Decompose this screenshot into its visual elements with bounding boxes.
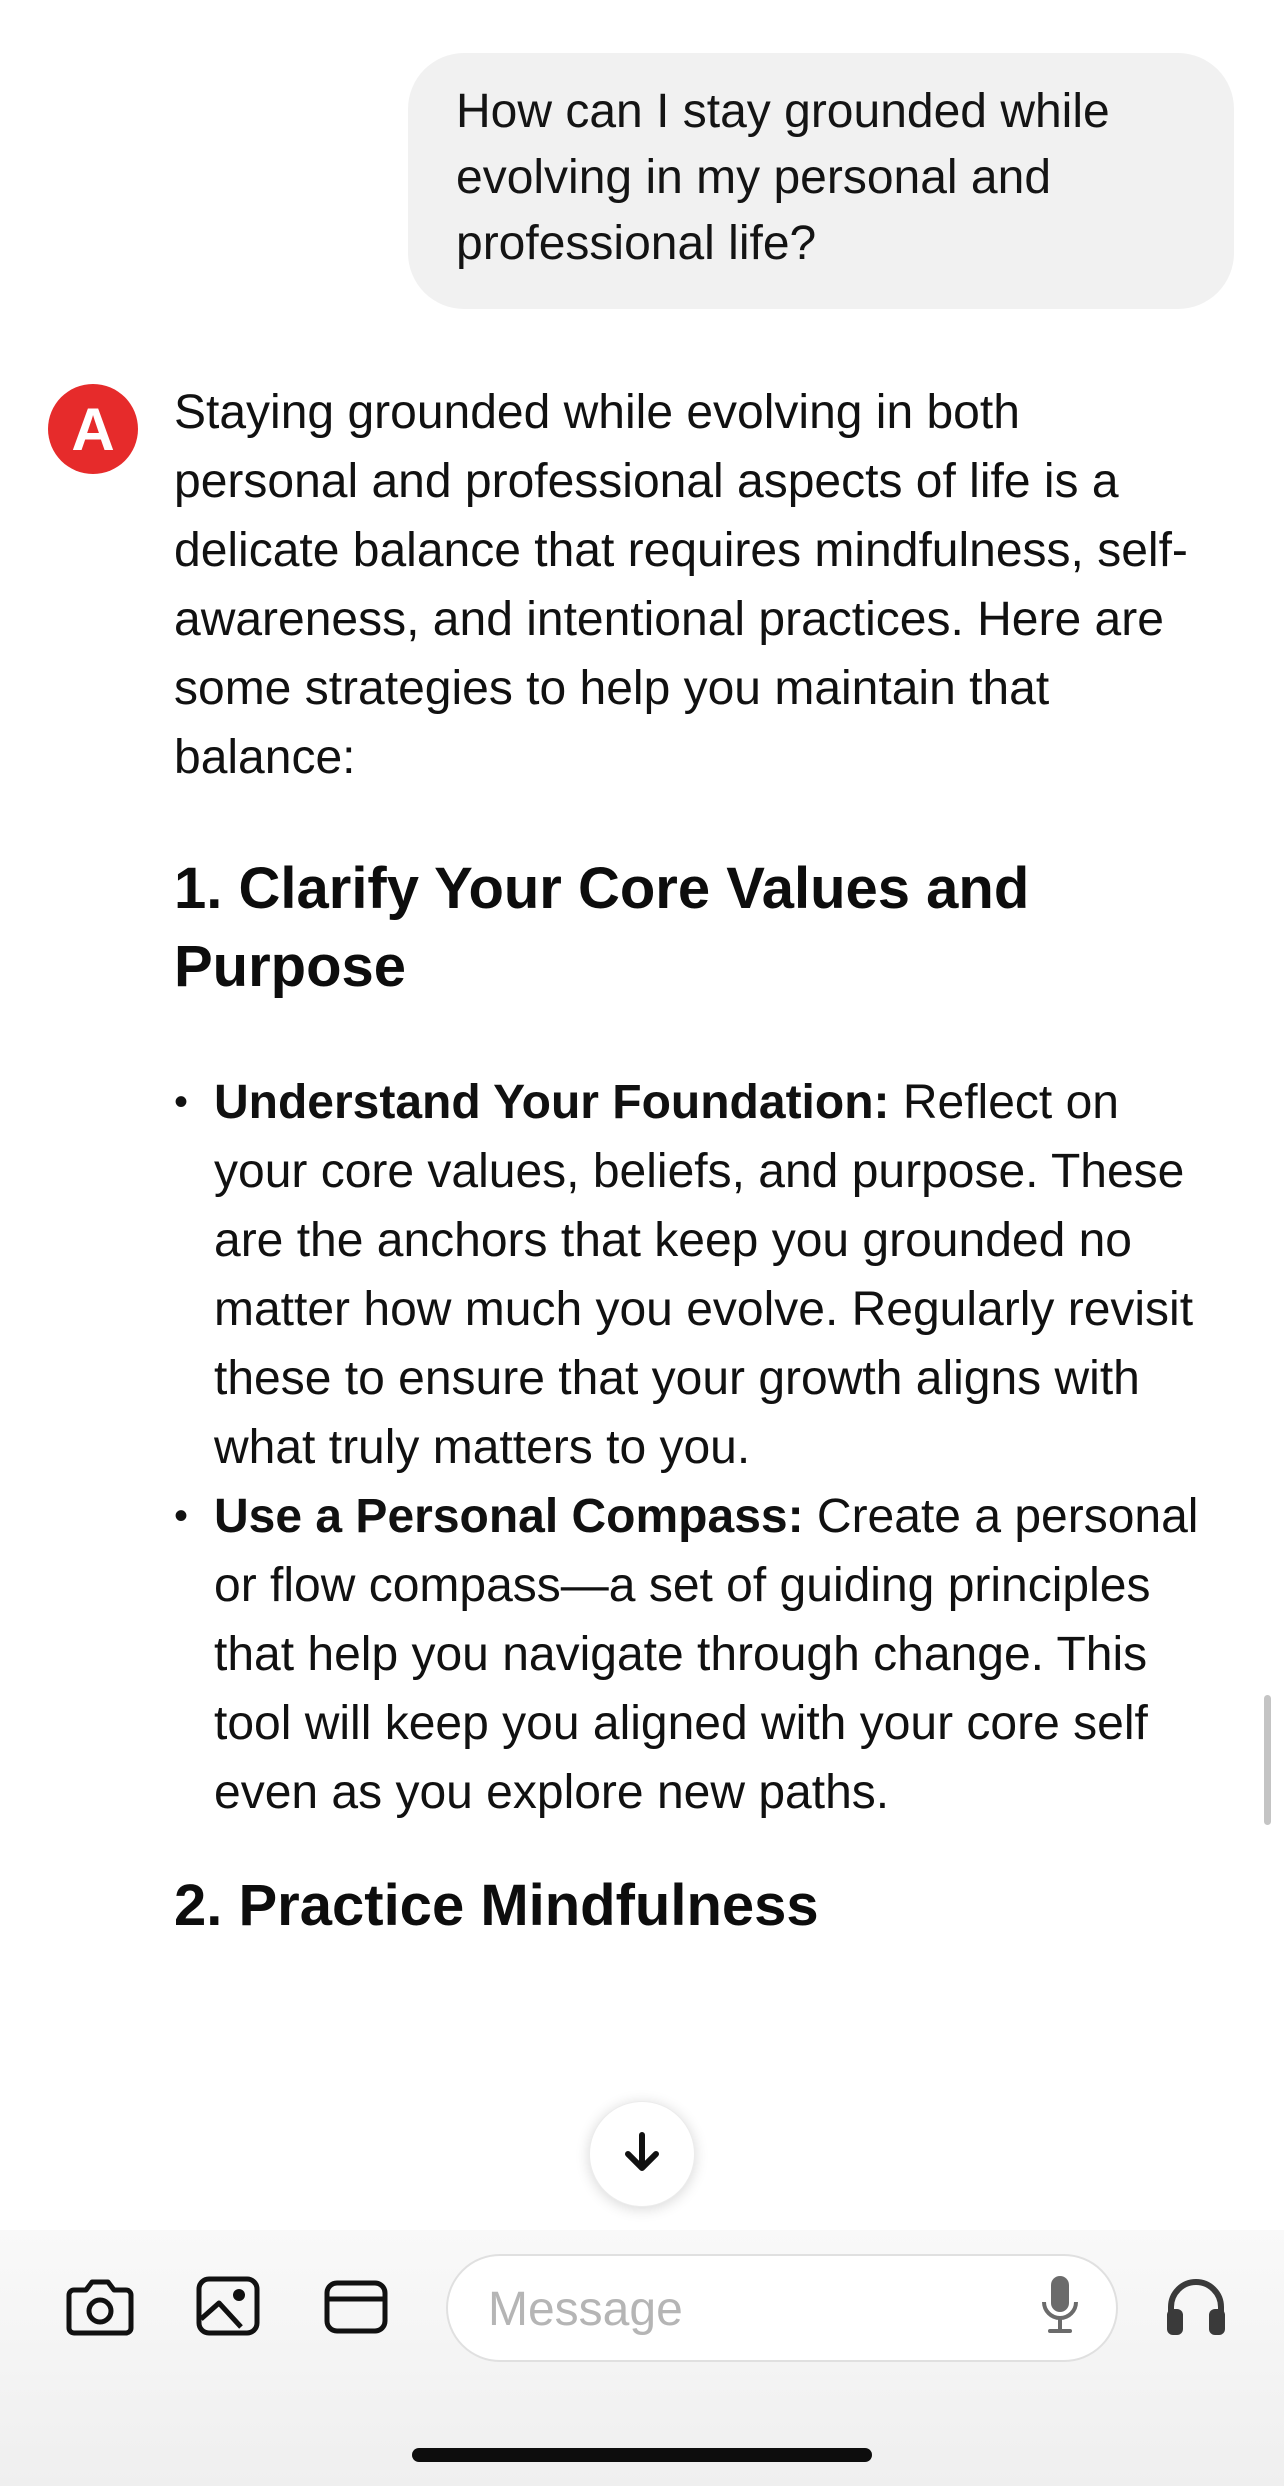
- message-placeholder: Message: [488, 2283, 683, 2336]
- avatar-letter: A: [71, 396, 115, 463]
- user-message-bubble: [408, 53, 1234, 309]
- home-indicator[interactable]: [412, 2448, 872, 2462]
- microphone-icon: [1040, 2274, 1080, 2341]
- bullet-title: Understand Your Foundation:: [214, 1076, 903, 1129]
- section-heading: 1. Clarify Your Core Values and Purpose: [174, 856, 1030, 999]
- section-heading: 2. Practice Mindfulness: [174, 1873, 819, 1938]
- headphones-icon: [1163, 2275, 1229, 2342]
- assistant-avatar: [48, 384, 138, 474]
- assistant-intro: Staying grounded while evolving in both personal and professional aspects of life is a delicate balance that requires mindfulness, self-awareness, and intentional practices. Here are some strategies to help you maintain that balance:: [174, 386, 1188, 784]
- camera-icon: [66, 2276, 134, 2341]
- message-input[interactable]: [446, 2254, 1118, 2362]
- list-item: [174, 1068, 1204, 1482]
- voice-mode-button[interactable]: [1160, 2268, 1232, 2348]
- arrow-down-icon: [619, 2129, 665, 2180]
- camera-button[interactable]: [64, 2272, 136, 2344]
- bullet-title: Use a Personal Compass:: [214, 1490, 817, 1543]
- image-button[interactable]: [192, 2272, 264, 2344]
- assistant-message: [174, 378, 1204, 1945]
- bullet-text: Create a personal or flow compass—a set of guiding principles that help you navigate through change. This tool will keep you aligned with your core self even as you explore new paths.: [214, 1490, 1199, 1819]
- user-message-text: How can I stay grounded while evolving in my personal and professional life?: [456, 85, 1110, 270]
- list-item: [174, 1482, 1204, 1827]
- image-icon: [195, 2275, 261, 2342]
- files-button[interactable]: [320, 2272, 392, 2344]
- folder-icon: [323, 2277, 389, 2340]
- bullet-text: Reflect on your core values, beliefs, and purpose. These are the anchors that keep you grounded no matter how much you evolve. Regularly revisit these to ensure that your growth aligns with what truly matters to you.: [214, 1076, 1194, 1474]
- scrollbar-thumb[interactable]: [1264, 1695, 1271, 1825]
- voice-input-button[interactable]: [1034, 2274, 1086, 2340]
- scroll-to-bottom-button[interactable]: [589, 2101, 695, 2207]
- bullet-list: [174, 1068, 1204, 1827]
- bullet-dot: •: [174, 1080, 189, 1124]
- bullet-dot: •: [174, 1494, 189, 1538]
